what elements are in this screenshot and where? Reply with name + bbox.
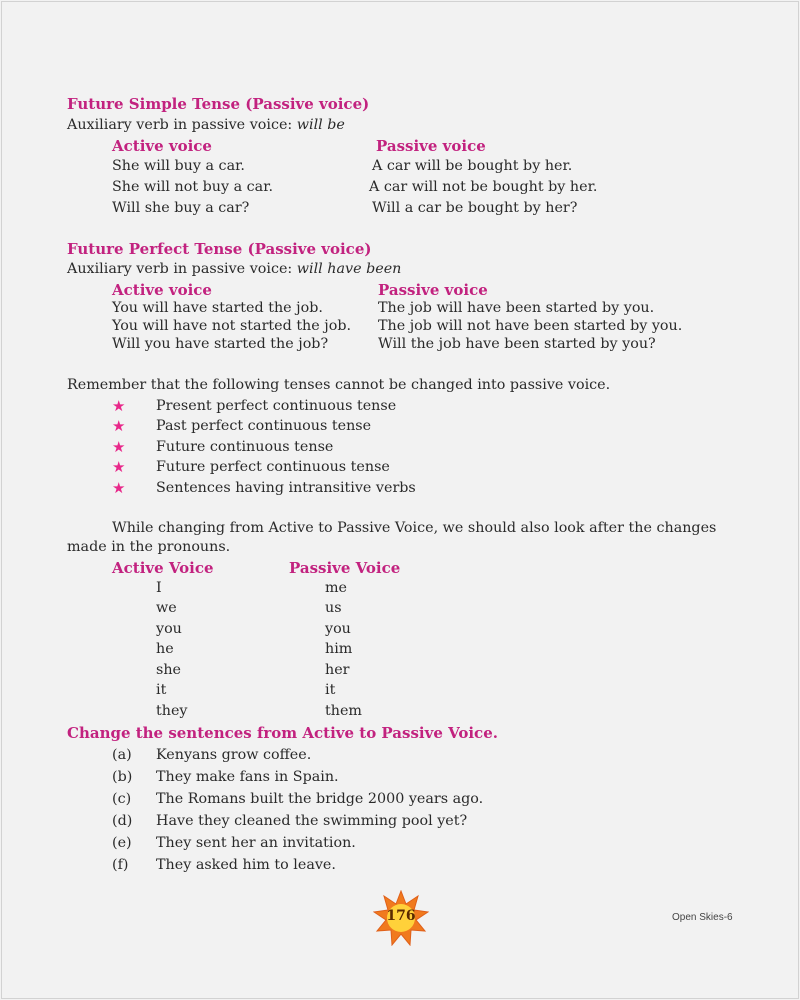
future-simple-col-passive: Passive voice	[376, 137, 486, 155]
fp-active-1: You will have started the job.	[112, 300, 323, 316]
fs-passive-3: Will a car be bought by her?	[372, 200, 578, 216]
pronoun-passive-5: her	[325, 662, 350, 678]
pronouns-para-line2: made in the pronouns.	[67, 539, 231, 555]
exercise-item-c: The Romans built the bridge 2000 years ago.	[156, 791, 484, 807]
future-simple-col-active: Active voice	[112, 137, 212, 155]
fp-active-3: Will you have started the job?	[112, 336, 329, 352]
pronoun-passive-1: me	[325, 580, 348, 596]
exercise-item-e: They sent her an invitation.	[156, 835, 356, 851]
star-bullet-icon: ★	[112, 458, 126, 476]
future-simple-aux	[67, 117, 345, 133]
pronouns-para-line1: While changing from Active to Passive Voice, we should also look after the changes	[112, 520, 717, 536]
remember-intro: Remember that the following tenses cannot be changed into passive voice.	[67, 377, 611, 393]
exercise-label-b: (b)	[112, 769, 133, 785]
pronoun-passive-2: us	[325, 600, 342, 616]
exercise-label-a: (a)	[112, 747, 132, 763]
future-perfect-aux	[67, 261, 401, 277]
fs-active-3: Will she buy a car?	[112, 200, 250, 216]
fs-passive-1: A car will be bought by her.	[372, 158, 573, 174]
exercise-item-b: They make fans in Spain.	[156, 769, 339, 785]
star-bullet-icon: ★	[112, 397, 126, 415]
future-perfect-col-passive: Passive voice	[378, 281, 488, 299]
remember-item-5: Sentences having intransitive verbs	[156, 480, 416, 496]
exercise-item-d: Have they cleaned the swimming pool yet?	[156, 813, 468, 829]
remember-item-3: Future continuous tense	[156, 439, 334, 455]
fs-active-1: She will buy a car.	[112, 158, 245, 174]
exercise-label-f: (f)	[112, 857, 129, 873]
future-perfect-heading: Future Perfect Tense (Passive voice)	[67, 240, 372, 258]
exercise-heading: Change the sentences from Active to Passive Voice.	[67, 724, 498, 742]
pronoun-passive-3: you	[325, 621, 351, 637]
pronoun-active-2: we	[156, 600, 177, 616]
pronoun-active-5: she	[156, 662, 182, 678]
pronouns-col-passive: Passive Voice	[289, 559, 401, 577]
fp-active-2: You will have not started the job.	[112, 318, 352, 334]
future-simple-heading: Future Simple Tense (Passive voice)	[67, 95, 370, 113]
page-number: 176	[386, 908, 416, 924]
exercise-label-c: (c)	[112, 791, 132, 807]
page-number-badge	[373, 890, 429, 946]
exercise-item-a: Kenyans grow coffee.	[156, 747, 312, 763]
fp-passive-3: Will the job have been started by you?	[378, 336, 656, 352]
pronoun-active-6: it	[156, 682, 167, 698]
remember-item-1: Present perfect continuous tense	[156, 398, 397, 414]
exercise-label-e: (e)	[112, 835, 132, 851]
pronoun-active-3: you	[156, 621, 182, 637]
aux-value: will have been	[296, 261, 402, 277]
pronoun-active-7: they	[156, 703, 188, 719]
book-title: Open Skies-6	[672, 912, 733, 923]
star-bullet-icon: ★	[112, 479, 126, 497]
star-bullet-icon: ★	[112, 417, 126, 435]
exercise-label-d: (d)	[112, 813, 133, 829]
pronoun-passive-7: them	[325, 703, 362, 719]
aux-label: Auxiliary verb in passive voice:	[67, 261, 293, 277]
aux-label: Auxiliary verb in passive voice:	[67, 117, 293, 133]
remember-item-2: Past perfect continuous tense	[156, 418, 372, 434]
fs-active-2: She will not buy a car.	[112, 179, 274, 195]
fp-passive-1: The job will have been started by you.	[378, 300, 655, 316]
pronoun-active-1: I	[156, 580, 162, 596]
aux-value: will be	[296, 117, 345, 133]
fs-passive-2: A car will not be bought by her.	[369, 179, 598, 195]
remember-item-4: Future perfect continuous tense	[156, 459, 390, 475]
pronoun-passive-4: him	[325, 641, 353, 657]
exercise-item-f: They asked him to leave.	[156, 857, 336, 873]
fp-passive-2: The job will not have been started by you.	[378, 318, 683, 334]
pronoun-passive-6: it	[325, 682, 336, 698]
pronouns-col-active: Active Voice	[112, 559, 214, 577]
pronoun-active-4: he	[156, 641, 174, 657]
star-bullet-icon: ★	[112, 438, 126, 456]
future-perfect-col-active: Active voice	[112, 281, 212, 299]
